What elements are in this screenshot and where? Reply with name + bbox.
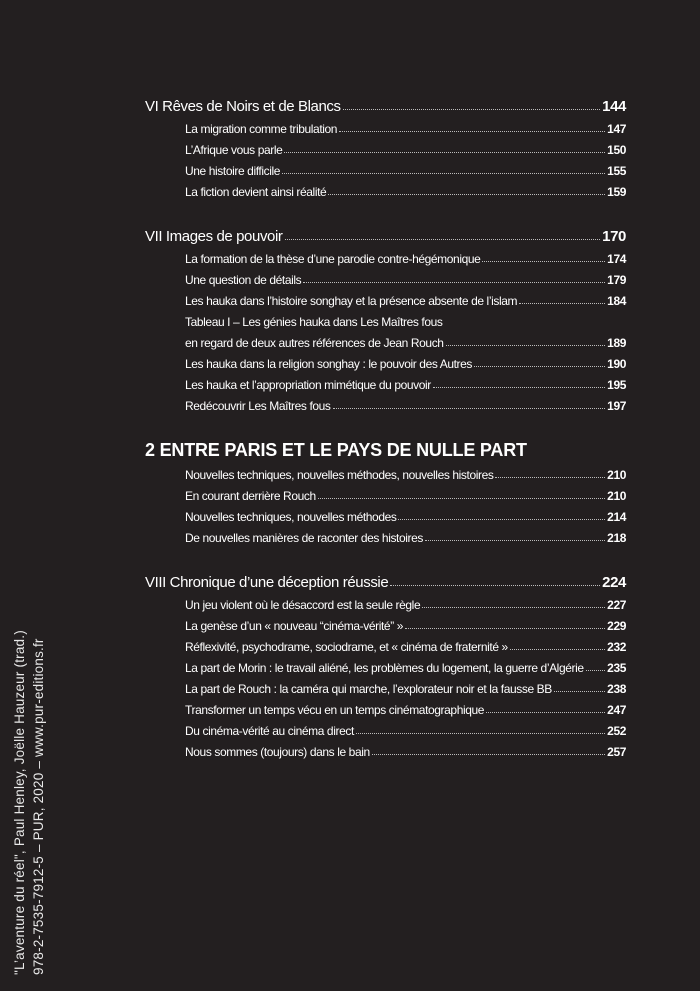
page-number: 257 xyxy=(607,745,626,759)
page-number: 235 xyxy=(607,661,626,675)
entry-title: La formation de la thèse d’une parodie contre-hégémonique xyxy=(185,252,481,266)
toc-entry[interactable] xyxy=(145,591,626,612)
page-number: 232 xyxy=(607,640,626,654)
page-number: 214 xyxy=(607,510,626,524)
page-number: 150 xyxy=(607,143,626,157)
toc-entry[interactable] xyxy=(145,612,626,633)
dot-leader xyxy=(339,131,605,132)
toc-entry[interactable] xyxy=(145,371,626,392)
dot-leader xyxy=(390,585,600,586)
dot-leader xyxy=(422,607,605,608)
entry-title: Du cinéma-vérité au cinéma direct xyxy=(185,724,354,738)
dot-leader xyxy=(343,109,601,110)
table-of-contents xyxy=(145,91,626,781)
dot-leader xyxy=(554,691,605,692)
page-number: 252 xyxy=(607,724,626,738)
toc-entry[interactable] xyxy=(145,738,626,759)
entry-title: Réflexivité, psychodrame, sociodrame, et « cinéma de fraternité » xyxy=(185,640,508,654)
page-number: 179 xyxy=(607,273,626,287)
toc-entry[interactable] xyxy=(145,461,626,482)
toc-entry[interactable] xyxy=(145,654,626,675)
toc-entry[interactable] xyxy=(145,136,626,157)
page-number: 174 xyxy=(607,252,626,266)
toc-entry[interactable] xyxy=(145,350,626,371)
dot-leader xyxy=(519,303,605,304)
entry-title: en regard de deux autres références de Jean Rouch xyxy=(185,336,444,350)
dot-leader xyxy=(356,733,605,734)
dot-leader xyxy=(425,540,605,541)
toc-entry[interactable] xyxy=(145,392,626,413)
toc-entry[interactable] xyxy=(145,266,626,287)
page-number: 184 xyxy=(607,294,626,308)
chapter-title: VI Rêves de Noirs et de Blancs xyxy=(145,98,341,115)
entry-title: Un jeu violent où le désaccord est la seule règle xyxy=(185,598,421,612)
toc-chapter-heading[interactable] xyxy=(145,567,626,591)
entry-title: La part de Morin : le travail aliéné, les problèmes du logement, la guerre d’Algérie xyxy=(185,661,584,675)
dot-leader xyxy=(495,477,605,478)
page-number: 170 xyxy=(602,228,626,245)
dot-leader xyxy=(318,498,605,499)
page-number: 159 xyxy=(607,185,626,199)
dot-leader xyxy=(372,754,605,755)
toc-chapter-heading[interactable] xyxy=(145,221,626,245)
page-number: 210 xyxy=(607,468,626,482)
toc-entry[interactable] xyxy=(145,524,626,545)
toc-part-heading[interactable] xyxy=(145,435,626,461)
toc-entry[interactable] xyxy=(145,675,626,696)
page-number: 229 xyxy=(607,619,626,633)
chapter-vi xyxy=(145,91,626,199)
entry-title: Les hauka dans l’histoire songhay et la présence absente de l’islam xyxy=(185,294,518,308)
dot-leader xyxy=(510,649,605,650)
toc-chapter-heading[interactable] xyxy=(145,91,626,115)
toc-entry[interactable] xyxy=(145,308,626,329)
toc-entry[interactable] xyxy=(145,503,626,524)
toc-entry[interactable] xyxy=(145,329,626,350)
entry-title: Nous sommes (toujours) dans le bain xyxy=(185,745,370,759)
page-number: 238 xyxy=(607,682,626,696)
dot-leader xyxy=(405,628,605,629)
entry-title: L’Afrique vous parle xyxy=(185,143,283,157)
entry-title: Les hauka et l’appropriation mimétique du pouvoir xyxy=(185,378,431,392)
dot-leader xyxy=(482,261,605,262)
chapter-title: VII Images de pouvoir xyxy=(145,228,283,245)
toc-entry[interactable] xyxy=(145,245,626,266)
entry-title: En courant derrière Rouch xyxy=(185,489,316,503)
copyright-sidebar xyxy=(10,455,48,975)
chapter-vii xyxy=(145,221,626,413)
chapter-viii xyxy=(145,567,626,759)
entry-title: La fiction devient ainsi réalité xyxy=(185,185,327,199)
part-title: 2 ENTRE PARIS ET LE PAYS DE NULLE PART xyxy=(145,440,527,460)
page-number: 224 xyxy=(602,574,626,591)
toc-entry[interactable] xyxy=(145,115,626,136)
page-number: 227 xyxy=(607,598,626,612)
dot-leader xyxy=(282,173,605,174)
page-number: 189 xyxy=(607,336,626,350)
toc-entry[interactable] xyxy=(145,696,626,717)
page-number: 190 xyxy=(607,357,626,371)
toc-entry[interactable] xyxy=(145,157,626,178)
page-number: 197 xyxy=(607,399,626,413)
dot-leader xyxy=(446,345,606,346)
toc-entry[interactable] xyxy=(145,717,626,738)
page-number: 147 xyxy=(607,122,626,136)
isbn-publisher-line[interactable]: 978-2-7535-7912-5 – PUR, 2020 – www.pur-editions.fr xyxy=(31,638,46,975)
entry-title: Les hauka dans la religion songhay : le pouvoir des Autres xyxy=(185,357,473,371)
chapter-title: VIII Chronique d’une déception réussie xyxy=(145,574,389,591)
entry-title: Une question de détails xyxy=(185,273,302,287)
dot-leader xyxy=(433,387,605,388)
page-number: 218 xyxy=(607,531,626,545)
dot-leader xyxy=(586,670,606,671)
dot-leader xyxy=(333,408,606,409)
entry-title: Tableau I – Les génies hauka dans Les Maîtres fous xyxy=(185,315,443,329)
dot-leader xyxy=(474,366,605,367)
entry-title: La part de Rouch : la caméra qui marche, l’explorateur noir et la fausse BB xyxy=(185,682,552,696)
entry-title: Une histoire difficile xyxy=(185,164,281,178)
toc-entry[interactable] xyxy=(145,178,626,199)
dot-leader xyxy=(285,239,601,240)
dot-leader xyxy=(486,712,605,713)
dot-leader xyxy=(303,282,605,283)
book-credit: "L’aventure du réel", Paul Henley, Joëlle Hauzeur (trad.) xyxy=(12,630,27,975)
part-2 xyxy=(145,435,626,545)
page-number: 155 xyxy=(607,164,626,178)
entry-title: Nouvelles techniques, nouvelles méthodes, nouvelles histoires xyxy=(185,468,494,482)
toc-entry[interactable] xyxy=(145,482,626,503)
page-number: 210 xyxy=(607,489,626,503)
toc-entry[interactable] xyxy=(145,633,626,654)
entry-title: La migration comme tribulation xyxy=(185,122,338,136)
entry-title: La genèse d’un « nouveau “cinéma-vérité” » xyxy=(185,619,404,633)
dot-leader xyxy=(328,194,605,195)
entry-title: Redécouvrir Les Maîtres fous xyxy=(185,399,331,413)
dot-leader xyxy=(398,519,605,520)
dot-leader xyxy=(284,152,605,153)
entry-title: Nouvelles techniques, nouvelles méthodes xyxy=(185,510,397,524)
page-number: 195 xyxy=(607,378,626,392)
page-number: 144 xyxy=(602,98,626,115)
entry-title: Transformer un temps vécu en un temps cinématographique xyxy=(185,703,485,717)
page-number: 247 xyxy=(607,703,626,717)
entry-title: De nouvelles manières de raconter des histoires xyxy=(185,531,423,545)
toc-entry[interactable] xyxy=(145,287,626,308)
